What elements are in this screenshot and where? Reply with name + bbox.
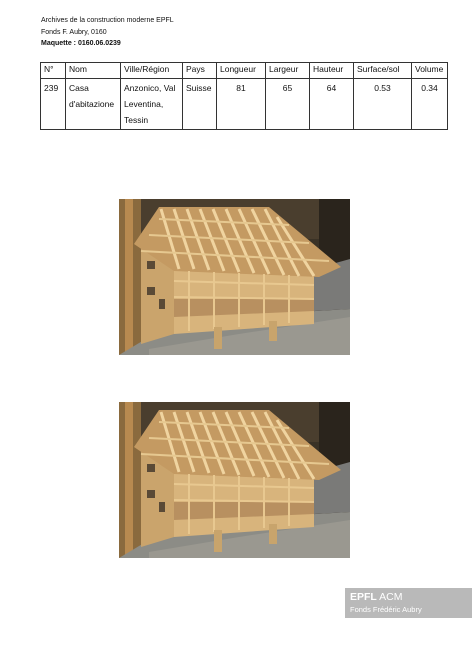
- table-row: [41, 79, 448, 130]
- cell-country: Suisse: [183, 79, 217, 130]
- cell-city: [121, 79, 183, 130]
- wooden-house-model-image: [119, 402, 350, 558]
- cell-name: [66, 79, 121, 130]
- col-header-width: Largeur: [266, 63, 310, 79]
- archive-header: [41, 15, 174, 50]
- col-header-name: Nom: [66, 63, 121, 79]
- cell-city-line: Leventina,: [124, 99, 164, 109]
- col-header-city: Ville/Région: [121, 63, 183, 79]
- logo-title: [350, 591, 403, 603]
- cell-length: 81: [217, 79, 266, 130]
- col-header-volume: Volume: [412, 63, 448, 79]
- cell-name-line: Casa: [69, 83, 89, 93]
- maquette-reference: Maquette : 0160.06.0239: [41, 40, 121, 47]
- wooden-house-model-image: [119, 199, 350, 355]
- archive-title: Archives de la construction moderne EPFL: [41, 17, 174, 24]
- cell-volume: 0.34: [412, 79, 448, 130]
- cell-surface: 0.53: [354, 79, 412, 130]
- logo-bold-text: EPFL: [350, 591, 377, 603]
- col-header-country: Pays: [183, 63, 217, 79]
- col-header-number: N°: [41, 63, 66, 79]
- model-photo-2: [119, 402, 350, 558]
- table-header-row: [41, 63, 448, 79]
- cell-number: 239: [41, 79, 66, 130]
- model-metadata-table: [40, 62, 448, 130]
- cell-width: 65: [266, 79, 310, 130]
- logo-thin-text: ACM: [376, 591, 403, 603]
- col-header-surface: Surface/sol: [354, 63, 412, 79]
- fonds-reference: Fonds F. Aubry, 0160: [41, 28, 107, 36]
- col-header-length: Longueur: [217, 63, 266, 79]
- cell-city-line: Anzonico, Val: [124, 83, 176, 93]
- epfl-acm-logo: [345, 588, 472, 618]
- cell-name-line: d'abitazione: [69, 99, 115, 109]
- cell-city-line: Tessin: [124, 115, 149, 125]
- col-header-height: Hauteur: [310, 63, 354, 79]
- model-photo-1: [119, 199, 350, 355]
- cell-height: 64: [310, 79, 354, 130]
- logo-subtitle: Fonds Frédéric Aubry: [350, 605, 422, 614]
